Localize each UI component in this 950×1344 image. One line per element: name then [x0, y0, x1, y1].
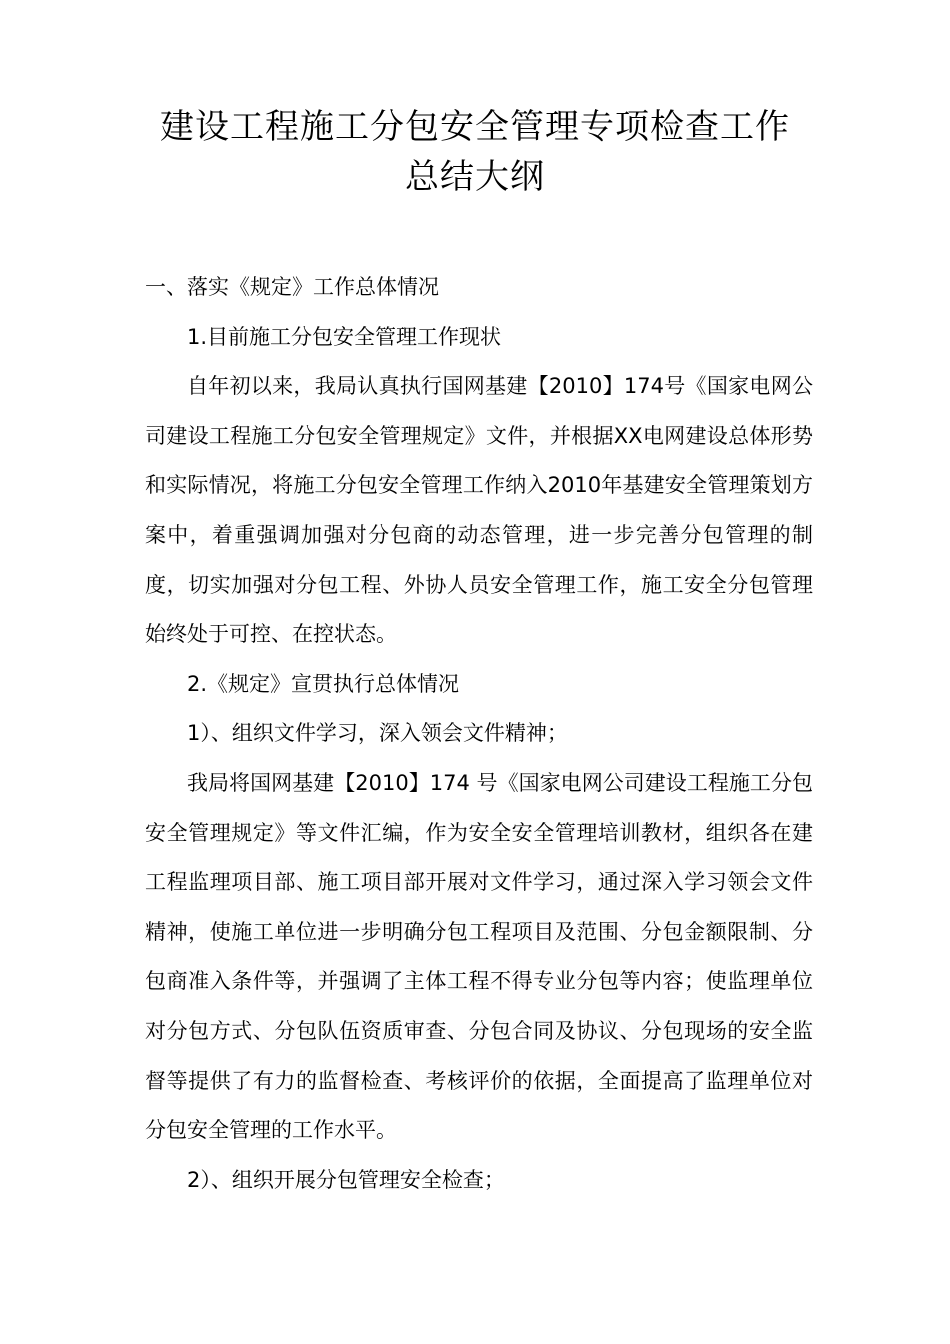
section-heading-1: 一、落实《规定》工作总体情况 [145, 275, 439, 299]
paragraph-2: 我局将国网基建【2010】174 号《国家电网公司建设工程施工分包安全管理规定》等文件汇编，作为安全安全管理培训教材，组织各在建工程监理项目部、施工项目部开展对文件学习，通过深入学习领会文件精神，使施工单位进一步明确分包工程项目及范围、分包金额限制、分包商准入条件等，并强调了主体工程不得专业分包等内容；使监理单位对分包方式、分包队伍资质审查、分包合同及协议、分包现场的安全监督等提供了有力的监督检查、考核评价的依据，全面提高了监理单位对分包安全管理的工作水平。 [145, 770, 813, 1143]
document-title-line-2: 总结大纲 [405, 157, 545, 197]
subsection-heading-2: 2.《规定》宣贯执行总体情况 [187, 671, 460, 696]
list-item-heading-2: 2）、组织开展分包管理安全检查； [187, 1167, 505, 1192]
document-title-line-1: 建设工程施工分包安全管理专项检查工作 [160, 107, 790, 147]
document-body [145, 263, 813, 1205]
list-item-heading-1: 1）、组织文件学习，深入领会文件精神； [187, 721, 568, 746]
paragraph-1: 自年初以来，我局认真执行国网基建【2010】174号《国家电网公司建设工程施工分包安全管理规定》文件，并根据XX电网建设总体形势和实际情况，将施工分包安全管理工作纳入2010年基建安全管理策划方案中，着重强调加强对分包商的动态管理，进一步完善分包管理的制度，切实加强对分包工程、外协人员安全管理工作，施工安全分包管理始终处于可控、在控状态。 [145, 374, 813, 647]
subsection-heading-1: 1.目前施工分包安全管理工作现状 [187, 324, 502, 349]
